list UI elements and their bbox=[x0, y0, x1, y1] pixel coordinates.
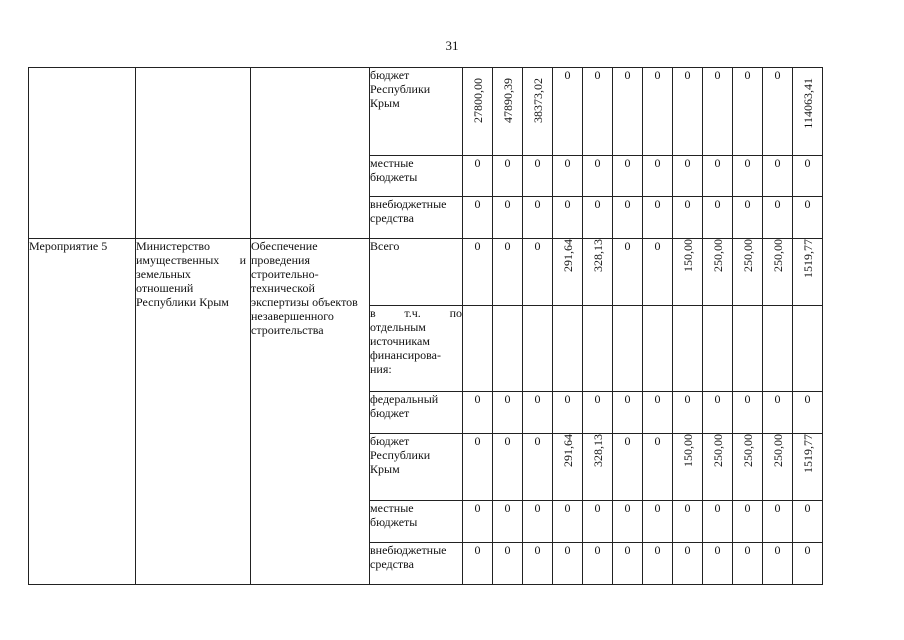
value-cell bbox=[553, 392, 583, 434]
value-cell bbox=[613, 543, 643, 585]
value-cell bbox=[763, 156, 793, 197]
value-cell bbox=[553, 239, 583, 306]
value-cell bbox=[793, 68, 823, 156]
value-cell bbox=[733, 543, 763, 585]
value-text: 0 bbox=[534, 392, 541, 406]
value-cell bbox=[793, 434, 823, 501]
value-text: 0 bbox=[714, 392, 721, 406]
value-text: 0 bbox=[774, 197, 781, 211]
value-cell bbox=[793, 156, 823, 197]
value-cell bbox=[793, 306, 823, 392]
value-text: 250,00 bbox=[770, 434, 785, 467]
value-text: 250,00 bbox=[740, 239, 755, 272]
value-text: 0 bbox=[744, 543, 751, 557]
value-text: 0 bbox=[594, 156, 601, 170]
value-text: 0 bbox=[504, 501, 511, 515]
value-cell bbox=[523, 239, 553, 306]
value-cell bbox=[643, 156, 673, 197]
funding-source-cell: бюджет Республики Крым bbox=[370, 68, 463, 156]
value-text: 0 bbox=[684, 392, 691, 406]
value-cell bbox=[613, 392, 643, 434]
value-cell bbox=[493, 156, 523, 197]
value-text: 114063,41 bbox=[800, 78, 815, 129]
measure-name-cell: Мероприятие 5 bbox=[29, 239, 136, 585]
value-cell bbox=[673, 306, 703, 392]
value-cell bbox=[523, 306, 553, 392]
value-cell bbox=[703, 197, 733, 239]
value-text: 0 bbox=[624, 543, 631, 557]
value-cell bbox=[493, 306, 523, 392]
value-text: 0 bbox=[774, 156, 781, 170]
value-cell bbox=[763, 392, 793, 434]
value-cell bbox=[703, 501, 733, 543]
value-cell bbox=[553, 434, 583, 501]
page-number: 31 bbox=[445, 38, 459, 53]
value-text: 0 bbox=[624, 68, 631, 82]
funding-source-cell: федеральный бюджет bbox=[370, 392, 463, 434]
value-cell bbox=[733, 392, 763, 434]
value-text: 0 bbox=[594, 392, 601, 406]
value-cell bbox=[553, 197, 583, 239]
value-cell bbox=[613, 239, 643, 306]
value-cell bbox=[493, 239, 523, 306]
measure-cell-description bbox=[251, 68, 370, 239]
value-cell bbox=[793, 239, 823, 306]
value-text: 0 bbox=[594, 501, 601, 515]
value-text: 0 bbox=[654, 197, 661, 211]
value-cell bbox=[553, 543, 583, 585]
value-text: 150,00 bbox=[680, 434, 695, 467]
value-cell bbox=[523, 434, 553, 501]
value-text: 0 bbox=[744, 392, 751, 406]
value-text: 0 bbox=[594, 68, 601, 82]
value-cell bbox=[493, 392, 523, 434]
value-text: 0 bbox=[654, 68, 661, 82]
measure-cell-executor bbox=[136, 68, 251, 239]
value-cell bbox=[583, 392, 613, 434]
value-text: 0 bbox=[714, 501, 721, 515]
value-cell bbox=[733, 306, 763, 392]
value-text: 0 bbox=[624, 197, 631, 211]
value-cell bbox=[463, 501, 493, 543]
executor-text: Министерство имущественных и земельных отношений Республики Крым bbox=[136, 239, 246, 309]
value-text: 0 bbox=[624, 392, 631, 406]
value-cell bbox=[493, 68, 523, 156]
measure-cell-measure bbox=[29, 68, 136, 239]
funding-source-cell: Всего bbox=[370, 239, 463, 306]
value-cell bbox=[493, 543, 523, 585]
value-text: 0 bbox=[804, 156, 811, 170]
value-cell bbox=[523, 543, 553, 585]
value-text: 0 bbox=[594, 197, 601, 211]
value-text: 0 bbox=[624, 156, 631, 170]
value-text: 0 bbox=[504, 156, 511, 170]
budget-table bbox=[28, 67, 823, 585]
value-text: 0 bbox=[534, 543, 541, 557]
value-cell bbox=[583, 197, 613, 239]
value-text: 250,00 bbox=[770, 239, 785, 272]
value-text: 0 bbox=[624, 434, 631, 448]
value-text: 0 bbox=[684, 543, 691, 557]
value-text: 291,64 bbox=[560, 239, 575, 272]
value-cell bbox=[703, 543, 733, 585]
value-cell bbox=[643, 197, 673, 239]
value-cell bbox=[643, 239, 673, 306]
value-text: 0 bbox=[774, 543, 781, 557]
value-text: 0 bbox=[564, 156, 571, 170]
value-cell bbox=[463, 392, 493, 434]
value-cell bbox=[523, 156, 553, 197]
value-cell bbox=[613, 306, 643, 392]
value-cell bbox=[583, 156, 613, 197]
value-cell bbox=[703, 392, 733, 434]
value-text: 0 bbox=[714, 543, 721, 557]
value-cell bbox=[493, 197, 523, 239]
value-text: 0 bbox=[474, 197, 481, 211]
value-cell bbox=[523, 68, 553, 156]
funding-source-cell: внебюджетные средства bbox=[370, 543, 463, 585]
value-text: 0 bbox=[474, 156, 481, 170]
value-text: 0 bbox=[654, 543, 661, 557]
value-text: 0 bbox=[804, 392, 811, 406]
value-cell bbox=[733, 197, 763, 239]
value-text: 0 bbox=[474, 239, 481, 253]
value-text: 0 bbox=[534, 501, 541, 515]
value-text: 328,13 bbox=[590, 239, 605, 272]
value-text: 0 bbox=[744, 156, 751, 170]
value-cell bbox=[733, 156, 763, 197]
value-text: 0 bbox=[684, 68, 691, 82]
value-cell bbox=[763, 434, 793, 501]
value-cell bbox=[793, 392, 823, 434]
funding-source-cell: бюджет Республики Крым bbox=[370, 434, 463, 501]
value-cell bbox=[523, 197, 553, 239]
value-text: 250,00 bbox=[710, 239, 725, 272]
value-cell bbox=[643, 306, 673, 392]
value-text: 0 bbox=[504, 239, 511, 253]
funding-source-cell: местные бюджеты bbox=[370, 501, 463, 543]
value-cell bbox=[763, 543, 793, 585]
value-cell bbox=[793, 501, 823, 543]
value-text: 0 bbox=[804, 501, 811, 515]
value-cell bbox=[583, 68, 613, 156]
value-cell bbox=[583, 501, 613, 543]
value-cell bbox=[763, 306, 793, 392]
value-text: 0 bbox=[654, 434, 661, 448]
value-cell bbox=[613, 68, 643, 156]
value-text: 0 bbox=[504, 197, 511, 211]
value-cell bbox=[703, 156, 733, 197]
value-cell bbox=[643, 392, 673, 434]
value-text: 0 bbox=[624, 501, 631, 515]
value-cell bbox=[463, 197, 493, 239]
value-text: 0 bbox=[714, 68, 721, 82]
description-cell: Обеспечение проведения строительно-технической экспертизы объектов незавершенного строительства bbox=[251, 239, 370, 585]
value-cell bbox=[673, 68, 703, 156]
value-text: 0 bbox=[684, 501, 691, 515]
value-text: 150,00 bbox=[680, 239, 695, 272]
value-text: 0 bbox=[804, 197, 811, 211]
value-cell bbox=[643, 68, 673, 156]
value-text: 1519,77 bbox=[800, 434, 815, 473]
value-text: 0 bbox=[654, 239, 661, 253]
value-cell bbox=[733, 68, 763, 156]
value-cell bbox=[463, 434, 493, 501]
value-cell bbox=[553, 156, 583, 197]
value-text: 0 bbox=[534, 434, 541, 448]
value-text: 0 bbox=[564, 392, 571, 406]
value-cell bbox=[613, 156, 643, 197]
value-text: 0 bbox=[534, 197, 541, 211]
value-text: 0 bbox=[564, 543, 571, 557]
value-cell bbox=[583, 306, 613, 392]
value-cell bbox=[613, 434, 643, 501]
value-cell bbox=[673, 156, 703, 197]
value-text: 0 bbox=[474, 501, 481, 515]
value-text: 0 bbox=[654, 501, 661, 515]
value-cell bbox=[493, 501, 523, 543]
value-text: 0 bbox=[504, 543, 511, 557]
value-cell bbox=[553, 68, 583, 156]
funding-source-cell: внебюджетные средства bbox=[370, 197, 463, 239]
value-cell bbox=[673, 392, 703, 434]
value-cell bbox=[613, 501, 643, 543]
value-cell bbox=[703, 434, 733, 501]
value-cell bbox=[673, 501, 703, 543]
value-text: 328,13 bbox=[590, 434, 605, 467]
value-cell bbox=[583, 543, 613, 585]
value-cell bbox=[463, 306, 493, 392]
value-text: 0 bbox=[594, 543, 601, 557]
value-text: 0 bbox=[684, 197, 691, 211]
value-text: 0 bbox=[774, 68, 781, 82]
value-cell bbox=[763, 68, 793, 156]
value-text: 0 bbox=[564, 197, 571, 211]
value-cell bbox=[793, 197, 823, 239]
value-cell bbox=[613, 197, 643, 239]
executor-cell bbox=[136, 239, 251, 585]
value-cell bbox=[673, 197, 703, 239]
value-cell bbox=[793, 543, 823, 585]
value-text: 0 bbox=[654, 156, 661, 170]
value-text: 47890,39 bbox=[500, 78, 515, 123]
value-cell bbox=[733, 239, 763, 306]
value-cell bbox=[523, 501, 553, 543]
value-cell bbox=[703, 239, 733, 306]
value-text: 27800,00 bbox=[470, 78, 485, 123]
value-text: 0 bbox=[774, 501, 781, 515]
value-cell bbox=[763, 197, 793, 239]
value-cell bbox=[553, 306, 583, 392]
value-cell bbox=[673, 543, 703, 585]
value-cell bbox=[643, 434, 673, 501]
value-cell bbox=[583, 239, 613, 306]
value-cell bbox=[493, 434, 523, 501]
value-text: 0 bbox=[564, 68, 571, 82]
value-cell bbox=[733, 501, 763, 543]
value-cell bbox=[523, 392, 553, 434]
value-text: 0 bbox=[534, 239, 541, 253]
value-cell bbox=[463, 543, 493, 585]
value-cell bbox=[703, 68, 733, 156]
value-cell bbox=[583, 434, 613, 501]
value-text: 0 bbox=[714, 156, 721, 170]
value-cell bbox=[463, 68, 493, 156]
value-cell bbox=[673, 434, 703, 501]
value-text: 0 bbox=[534, 156, 541, 170]
value-cell bbox=[733, 434, 763, 501]
value-cell bbox=[703, 306, 733, 392]
value-text: 0 bbox=[504, 392, 511, 406]
value-text: 0 bbox=[474, 434, 481, 448]
value-text: 250,00 bbox=[710, 434, 725, 467]
value-cell bbox=[643, 543, 673, 585]
value-text: 291,64 bbox=[560, 434, 575, 467]
funding-source-cell: в т.ч. по отдельным источникам финансирова-ния: bbox=[370, 306, 463, 392]
value-cell bbox=[553, 501, 583, 543]
value-cell bbox=[763, 501, 793, 543]
value-text: 0 bbox=[744, 68, 751, 82]
value-text: 1519,77 bbox=[800, 239, 815, 278]
value-text: 0 bbox=[714, 197, 721, 211]
value-text: 0 bbox=[654, 392, 661, 406]
value-cell bbox=[763, 239, 793, 306]
funding-source-cell: местные бюджеты bbox=[370, 156, 463, 197]
value-cell bbox=[463, 156, 493, 197]
value-text: 0 bbox=[744, 197, 751, 211]
value-text: 0 bbox=[744, 501, 751, 515]
table-row bbox=[29, 68, 823, 156]
value-cell bbox=[673, 239, 703, 306]
table-row bbox=[29, 239, 823, 306]
value-text: 0 bbox=[804, 543, 811, 557]
value-cell bbox=[643, 501, 673, 543]
value-text: 0 bbox=[474, 392, 481, 406]
value-text: 0 bbox=[684, 156, 691, 170]
value-text: 0 bbox=[474, 543, 481, 557]
value-text: 38373,02 bbox=[530, 78, 545, 123]
value-text: 0 bbox=[624, 239, 631, 253]
value-text: 0 bbox=[504, 434, 511, 448]
value-text: 250,00 bbox=[740, 434, 755, 467]
value-text: 0 bbox=[774, 392, 781, 406]
value-text: 0 bbox=[564, 501, 571, 515]
value-cell bbox=[463, 239, 493, 306]
